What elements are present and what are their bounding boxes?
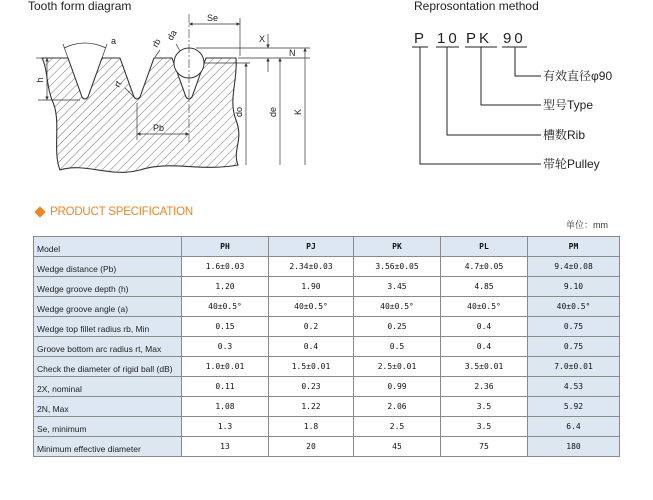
dim-label-a: a (111, 36, 117, 46)
spec-value-cell: 9.10 (528, 277, 620, 297)
spec-row (34, 297, 620, 317)
code-rib-count: 10 (437, 30, 460, 47)
spec-value-cell: 0.4 (441, 317, 528, 337)
spec-row (34, 277, 620, 297)
spec-value-cell: 1.90 (269, 277, 354, 297)
legend-pulley: 带轮Pulley (543, 157, 600, 171)
dim-label-n: N (289, 48, 296, 58)
spec-row (34, 357, 620, 377)
spec-value-cell: 20 (269, 437, 354, 457)
spec-value-cell: 4.53 (528, 377, 620, 397)
connector-rib-count (447, 47, 541, 135)
representation-diagram (412, 30, 612, 171)
spec-value-cell: 0.11 (182, 377, 269, 397)
spec-value-cell: 1.20 (182, 277, 269, 297)
spec-value-cell: 13 (182, 437, 269, 457)
spec-row-label: Se, minimum (34, 417, 182, 437)
dim-label-se: Se (207, 13, 219, 23)
spec-row (34, 337, 620, 357)
spec-value-cell: 40±0.5° (528, 297, 620, 317)
header-pj: PJ (269, 237, 354, 257)
dim-label-h: h (35, 77, 45, 83)
spec-value-cell: 40±0.5° (441, 297, 528, 317)
spec-value-cell: 40±0.5° (269, 297, 354, 317)
spec-value-cell: 0.15 (182, 317, 269, 337)
dim-label-x: X (259, 34, 266, 44)
diamond-icon (34, 206, 45, 217)
spec-value-cell: 4.85 (441, 277, 528, 297)
spec-row-label: Minimum effective diameter (34, 437, 182, 457)
spec-value-cell: 40±0.5° (354, 297, 441, 317)
spec-value-cell: 2.36 (441, 377, 528, 397)
spec-row-label: 2N, Max (34, 397, 182, 417)
figures-canvas (0, 0, 653, 200)
dim-label-de: de (268, 106, 278, 118)
spec-value-cell: 0.75 (528, 337, 620, 357)
spec-value-cell: 1.22 (269, 397, 354, 417)
spec-value-cell: 2.06 (354, 397, 441, 417)
spec-value-cell: 0.99 (354, 377, 441, 397)
spec-value-cell: 1.6±0.03 (182, 257, 269, 277)
da-leader-line (176, 44, 180, 51)
representation-title: Reprosontation method (414, 0, 539, 13)
spec-value-cell: 180 (528, 437, 620, 457)
spec-value-cell: 1.0±0.01 (182, 357, 269, 377)
spec-value-cell: 45 (354, 437, 441, 457)
spec-table-body (34, 237, 620, 457)
legend-rib-count: 槽数Rib (543, 128, 586, 142)
spec-value-cell: 4.7±0.05 (441, 257, 528, 277)
code-type-letter: P (414, 30, 428, 47)
spec-row (34, 317, 620, 337)
spec-row-label: Wedge groove angle (a) (34, 297, 182, 317)
legend-model: 型号Type (543, 98, 594, 112)
angle-arc (64, 43, 106, 48)
header-ph: PH (182, 237, 269, 257)
angle-flank-left (63, 44, 68, 58)
spec-value-cell: 1.8 (269, 417, 354, 437)
spec-value-cell: 0.4 (269, 337, 354, 357)
rb-leader-line (155, 50, 160, 57)
spec-value-cell: 0.5 (354, 337, 441, 357)
code-model: PK (466, 30, 493, 47)
spec-row (34, 257, 620, 277)
spec-row (34, 437, 620, 457)
spec-value-cell: 6.4 (528, 417, 620, 437)
spec-row-label: Wedge distance (Pb) (34, 257, 182, 277)
unit-note: 单位：mm (566, 220, 608, 230)
dim-label-rt: rt (112, 79, 124, 89)
spec-value-cell: 3.5±0.01 (441, 357, 528, 377)
spec-value-cell: 5.92 (528, 397, 620, 417)
header-pl: PL (441, 237, 528, 257)
spec-value-cell: 0.4 (441, 337, 528, 357)
diagram-title: Tooth form diagram (28, 0, 132, 13)
spec-row-label: Wedge top fillet radius rb, Min (34, 317, 182, 337)
spec-row (34, 377, 620, 397)
code-diameter: 90 (503, 30, 526, 47)
section-heading (33, 204, 193, 220)
spec-row-label: Wedge groove depth (h) (34, 277, 182, 297)
spec-value-cell: 9.4±0.08 (528, 257, 620, 277)
dim-label-rb: rb (150, 37, 163, 49)
header-model: Model (34, 237, 182, 257)
dim-label-do: do (234, 106, 244, 118)
spec-value-cell: 2.34±0.03 (269, 257, 354, 277)
spec-value-cell: 2.5 (354, 417, 441, 437)
spec-row (34, 397, 620, 417)
spec-row-label: Groove bottom arc radius rt, Max (34, 337, 182, 357)
section-title: PRODUCT SPECIFICATION (50, 206, 193, 218)
spec-table (33, 236, 620, 457)
spec-value-cell: 1.5±0.01 (269, 357, 354, 377)
spec-row-label: 2X, nominal (34, 377, 182, 397)
spec-value-cell: 0.3 (182, 337, 269, 357)
spec-value-cell: 1.3 (182, 417, 269, 437)
angle-flank-right (102, 44, 107, 58)
header-pm: PM (528, 237, 620, 257)
connector-diameter (515, 47, 541, 76)
spec-value-cell: 3.5 (441, 397, 528, 417)
spec-row-label: Check the diameter of rigid ball (dB) (34, 357, 182, 377)
tooth-form-diagram (35, 13, 310, 172)
spec-value-cell: 40±0.5° (182, 297, 269, 317)
dim-label-k: K (293, 108, 303, 116)
spec-value-cell: 0.25 (354, 317, 441, 337)
spec-value-cell: 3.56±0.05 (354, 257, 441, 277)
legend-diameter: 有效直径φ90 (543, 69, 613, 83)
spec-value-cell: 2.5±0.01 (354, 357, 441, 377)
spec-value-cell: 0.23 (269, 377, 354, 397)
spec-value-cell: 1.08 (182, 397, 269, 417)
pulley-section (42, 58, 239, 172)
spec-row (34, 417, 620, 437)
dim-label-da: da (165, 28, 179, 42)
spec-value-cell: 7.0±0.01 (528, 357, 620, 377)
spec-value-cell: 3.45 (354, 277, 441, 297)
spec-value-cell: 3.5 (441, 417, 528, 437)
spec-value-cell: 0.75 (528, 317, 620, 337)
header-pk: PK (354, 237, 441, 257)
spec-value-cell: 75 (441, 437, 528, 457)
spec-header-row (34, 237, 620, 257)
dim-label-pb: Pb (153, 123, 165, 133)
spec-value-cell: 0.2 (269, 317, 354, 337)
